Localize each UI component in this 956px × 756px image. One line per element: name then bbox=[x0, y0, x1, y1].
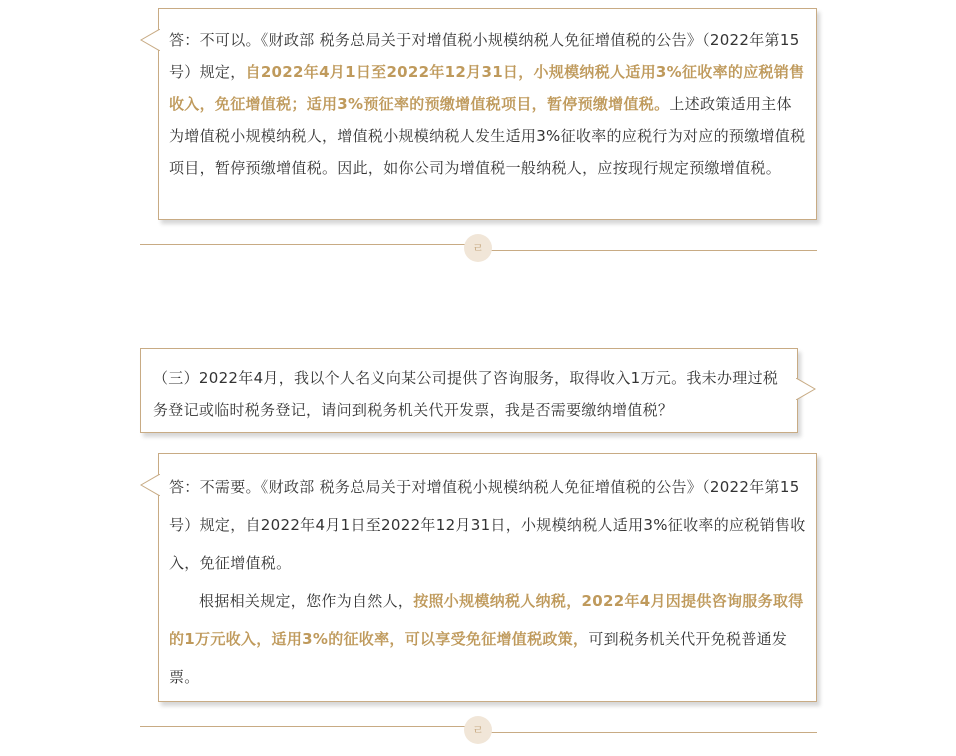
divider-line-right bbox=[478, 250, 817, 251]
answer-text bbox=[169, 24, 806, 184]
section-divider bbox=[140, 723, 817, 740]
question-text: （三）2022年4月，我以个人名义向某公司提供了咨询服务，取得收入1万元。我未办理过税务登记或临时税务登记，请问到税务机关代开发票，我是否需要缴纳增值税？ bbox=[153, 369, 779, 419]
speech-bubble-tail-right bbox=[796, 378, 816, 400]
ornament-icon: ㄹ bbox=[464, 716, 492, 744]
ornament-icon: ㄹ bbox=[464, 234, 492, 262]
question-card-3 bbox=[140, 348, 798, 433]
answer-explanation: 上述政策适用主体为增值税小规模纳税人，增值税小规模纳税人发生适用3%征收率的应税行为对应的预缴增值税项目，暂停预缴增值税。因此，如你公司为增值税一般纳税人，应按现行规定预缴增值税。 bbox=[169, 95, 806, 177]
divider-line-left bbox=[140, 726, 478, 727]
divider-line-left bbox=[140, 244, 478, 245]
answer-paragraph-2 bbox=[169, 582, 806, 696]
answer-intro: 答：不可以。《财政部 税务总局关于对增值税小规模纳税人免征增值税的公告》（2022年第15号）规定， bbox=[169, 31, 800, 81]
speech-bubble-tail-left bbox=[140, 29, 160, 51]
answer-paragraph-1: 答：不需要。《财政部 税务总局关于对增值税小规模纳税人免征增值税的公告》（2022年第15号）规定，自2022年4月1日至2022年12月31日，小规模纳税人适用3%征收率的应税销售收入，免征增值税。 bbox=[169, 478, 806, 572]
answer-card-1 bbox=[158, 8, 817, 220]
answer-highlight: 自2022年4月1日至2022年12月31日，小规模纳税人适用3%征收率的应税销售收入，免征增值税；适用3%预征率的预缴增值税项目，暂停预缴增值税。 bbox=[169, 63, 805, 113]
answer-highlight: 按照小规模纳税人纳税，2022年4月因提供咨询服务取得的1万元收入，适用3%的征收率，可以享受免征增值税政策， bbox=[169, 592, 804, 648]
answer-card-3 bbox=[158, 453, 817, 702]
speech-bubble-tail-left bbox=[140, 474, 160, 496]
answer-conclusion: 可到税务机关代开免税普通发票。 bbox=[169, 630, 788, 686]
section-divider bbox=[140, 241, 817, 258]
divider-line-right bbox=[478, 732, 817, 733]
answer-lead: 根据相关规定，您作为自然人， bbox=[199, 592, 414, 610]
